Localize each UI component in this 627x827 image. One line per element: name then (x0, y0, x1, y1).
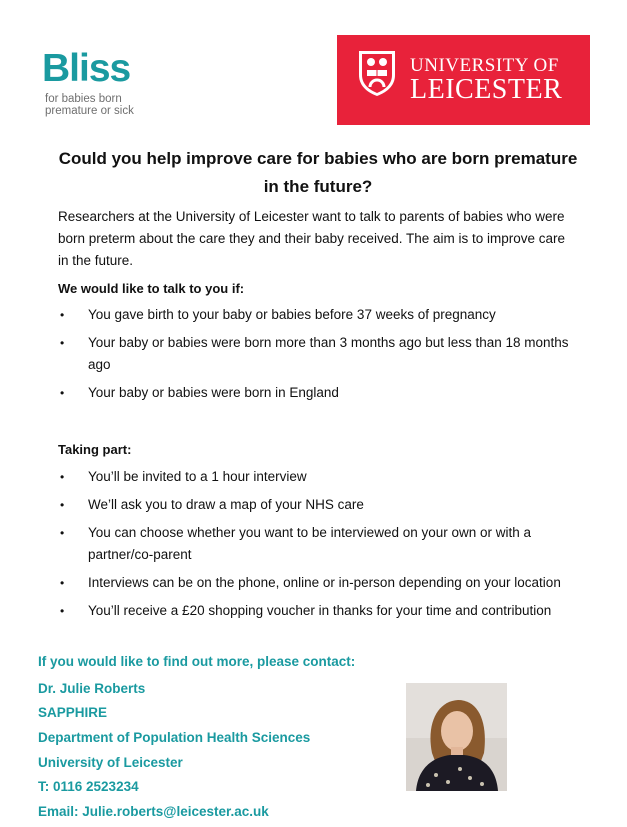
bliss-tagline-line-1: for babies born (45, 93, 122, 105)
list-item-text: You’ll receive a £20 shopping voucher in thanks for your time and contribution (88, 603, 552, 618)
taking-part-list (58, 466, 578, 622)
bullet: • (60, 498, 65, 512)
university-name-line-1: UNIVERSITY OF (410, 55, 559, 76)
list-item (58, 522, 578, 566)
list-item (58, 600, 578, 622)
list-item-text: You gave birth to your baby or babies before 37 weeks of pregnancy (88, 307, 496, 322)
bullet: • (60, 336, 65, 350)
university-shield-icon (357, 49, 397, 97)
bullet: • (60, 576, 65, 590)
eligibility-heading: We would like to talk to you if: (58, 281, 245, 296)
contact-name: Dr. Julie Roberts (38, 681, 146, 696)
list-item (58, 572, 578, 594)
contact-department: Department of Population Health Sciences (38, 730, 311, 745)
intro-paragraph: Researchers at the University of Leicester want to talk to parents of babies who were born preterm about the care they and their baby received. The aim is to improve care in the future. (58, 209, 566, 268)
bullet: • (60, 526, 65, 540)
eligibility-list (58, 304, 578, 404)
page-title-line-1: Could you help improve care for babies who are born premature (58, 149, 578, 168)
page-title (58, 145, 578, 201)
contact-email[interactable]: Email: Julie.roberts@leicester.ac.uk (38, 804, 269, 819)
list-item-text: You’ll be invited to a 1 hour interview (88, 469, 307, 484)
contact-phone[interactable]: T: 0116 2523234 (38, 779, 139, 794)
bullet: • (60, 604, 65, 618)
list-item-text: We’ll ask you to draw a map of your NHS care (88, 497, 364, 512)
contact-photo (406, 683, 507, 791)
bullet: • (60, 308, 65, 322)
list-item (58, 466, 578, 488)
bullet: • (60, 386, 65, 400)
list-item (58, 332, 578, 376)
page-title-line-2: in the future? (263, 177, 373, 196)
list-item-text: Interviews can be on the phone, online or in-person depending on your location (88, 575, 561, 590)
list-item (58, 382, 578, 404)
list-item-text: Your baby or babies were born in England (88, 385, 339, 400)
university-name-line-2: LEICESTER (410, 74, 563, 105)
taking-part-heading: Taking part: (58, 442, 132, 457)
contact-heading: If you would like to find out more, please contact: (38, 654, 356, 669)
bliss-tagline (45, 93, 155, 117)
bliss-tagline-line-2: premature or sick (45, 105, 134, 117)
list-item-text: Your baby or babies were born more than 3 months ago but less than 18 months ago (88, 335, 569, 372)
bullet: • (60, 470, 65, 484)
list-item (58, 494, 578, 516)
contact-project: SAPPHIRE (38, 705, 108, 720)
bliss-logo: Bliss (42, 47, 131, 90)
list-item (58, 304, 578, 326)
list-item-text: You can choose whether you want to be interviewed on your own or with a partner/co-parent (88, 525, 532, 562)
contact-university: University of Leicester (38, 755, 183, 770)
